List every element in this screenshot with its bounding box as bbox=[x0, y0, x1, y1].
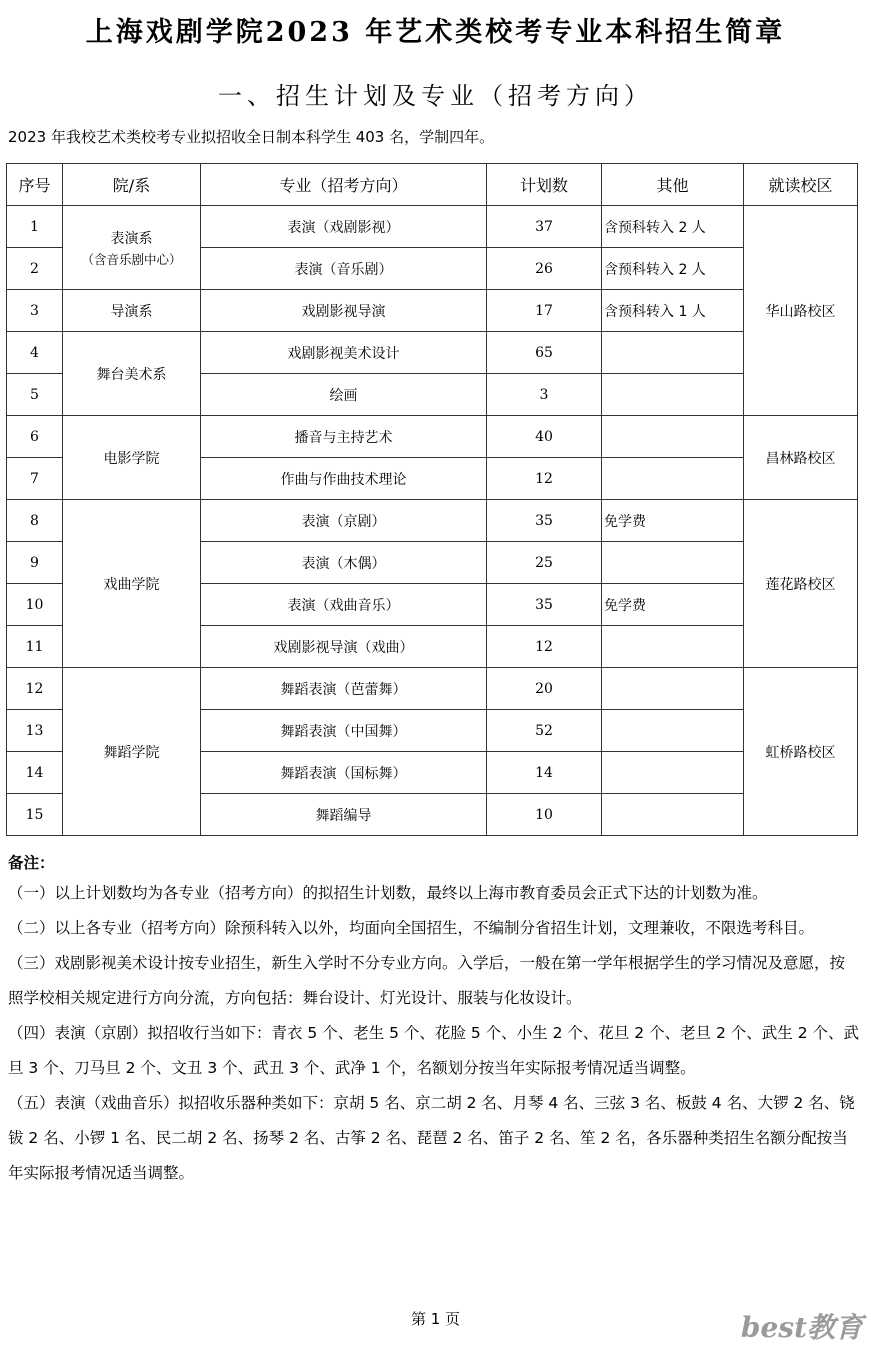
other-cell bbox=[602, 374, 744, 416]
row-no: 9 bbox=[7, 542, 63, 584]
major-cell: 表演（戏剧影视） bbox=[201, 206, 487, 248]
header-campus: 就读校区 bbox=[744, 164, 858, 206]
major-cell: 播音与主持艺术 bbox=[201, 416, 487, 458]
plan-cell: 3 bbox=[487, 374, 602, 416]
row-no: 11 bbox=[7, 626, 63, 668]
department-name: 表演系 bbox=[110, 230, 153, 247]
plan-cell: 14 bbox=[487, 752, 602, 794]
header-department: 院/系 bbox=[63, 164, 201, 206]
plan-cell: 37 bbox=[487, 206, 602, 248]
other-cell bbox=[602, 668, 744, 710]
table-row bbox=[7, 206, 858, 248]
row-no: 3 bbox=[7, 290, 63, 332]
page-number: 第 1 页 bbox=[410, 1310, 461, 1328]
note-item: （五）表演（戏曲音乐）拟招收乐器种类如下：京胡 5 名、京二胡 2 名、月琴 4 名、三弦 3 名、板鼓 4 名、大锣 2 名、铙钹 2 名、小锣 1 名、民二胡 2 名、扬琴 2 名、古筝 2 名、琵琶 2 名、笛子 2 名、笙 2 名，各乐器种类招生名额分配按当年实际报考情况适当调整。 bbox=[8, 1094, 855, 1182]
other-cell: 免学费 bbox=[602, 500, 744, 542]
row-no: 8 bbox=[7, 500, 63, 542]
row-no: 4 bbox=[7, 332, 63, 374]
note-item: （四）表演（京剧）拟招收行当如下：青衣 5 个、老生 5 个、花脸 5 个、小生 2 个、花旦 2 个、老旦 2 个、武生 2 个、武旦 3 个、刀马旦 2 个、文丑 3 个、武丑 3 个、武净 1 个，名额划分按当年实际报考情况适当调整。 bbox=[8, 1024, 860, 1077]
other-cell: 免学费 bbox=[602, 584, 744, 626]
major-cell: 戏剧影视导演 bbox=[201, 290, 487, 332]
major-cell: 表演（京剧） bbox=[201, 500, 487, 542]
other-cell bbox=[602, 458, 744, 500]
plan-cell: 35 bbox=[487, 500, 602, 542]
other-cell bbox=[602, 542, 744, 584]
note-item: （二）以上各专业（招考方向）除预科转入以外，均面向全国招生，不编制分省招生计划，文理兼收，不限选考科目。 bbox=[8, 919, 815, 937]
department-cell: 舞台美术系 bbox=[63, 332, 201, 416]
enrollment-plan-table bbox=[6, 163, 858, 836]
plan-cell: 26 bbox=[487, 248, 602, 290]
other-cell bbox=[602, 416, 744, 458]
notes-heading: 备注： bbox=[8, 854, 55, 872]
department-note: （含音乐剧中心） bbox=[81, 251, 182, 267]
header-major: 专业（招考方向） bbox=[201, 164, 487, 206]
major-cell: 舞蹈表演（芭蕾舞） bbox=[201, 668, 487, 710]
row-no: 12 bbox=[7, 668, 63, 710]
row-no: 6 bbox=[7, 416, 63, 458]
major-cell: 表演（音乐剧） bbox=[201, 248, 487, 290]
department-cell: 戏曲学院 bbox=[63, 500, 201, 668]
plan-cell: 12 bbox=[487, 626, 602, 668]
campus-cell: 莲花路校区 bbox=[744, 500, 858, 668]
row-no: 10 bbox=[7, 584, 63, 626]
major-cell: 表演（木偶） bbox=[201, 542, 487, 584]
table-header-row bbox=[7, 164, 858, 206]
header-other: 其他 bbox=[602, 164, 744, 206]
other-cell bbox=[602, 626, 744, 668]
other-cell bbox=[602, 710, 744, 752]
other-cell bbox=[602, 332, 744, 374]
row-no: 1 bbox=[7, 206, 63, 248]
note-item: （一）以上计划数均为各专业（招考方向）的拟招生计划数，最终以上海市教育委员会正式下达的计划数为准。 bbox=[8, 884, 768, 902]
major-cell: 戏剧影视导演（戏曲） bbox=[201, 626, 487, 668]
campus-cell: 虹桥路校区 bbox=[744, 668, 858, 836]
table-row bbox=[7, 500, 858, 542]
other-cell bbox=[602, 794, 744, 836]
row-no: 7 bbox=[7, 458, 63, 500]
table-row bbox=[7, 290, 858, 332]
row-no: 5 bbox=[7, 374, 63, 416]
major-cell: 表演（戏曲音乐） bbox=[201, 584, 487, 626]
plan-cell: 17 bbox=[487, 290, 602, 332]
department-cell bbox=[63, 206, 201, 290]
plan-cell: 52 bbox=[487, 710, 602, 752]
note-item: （三）戏剧影视美术设计按专业招生，新生入学时不分专业方向。入学后，一般在第一学年根据学生的学习情况及意愿，按照学校相关规定进行方向分流，方向包括：舞台设计、灯光设计、服装与化妆设计。 bbox=[8, 954, 846, 1007]
plan-cell: 65 bbox=[487, 332, 602, 374]
plan-cell: 12 bbox=[487, 458, 602, 500]
campus-cell: 昌林路校区 bbox=[744, 416, 858, 500]
plan-cell: 10 bbox=[487, 794, 602, 836]
plan-cell: 40 bbox=[487, 416, 602, 458]
intro-text: 2023 年我校艺术类校考专业拟招收全日制本科学生 403 名，学制四年。 bbox=[8, 128, 495, 146]
table-row bbox=[7, 332, 858, 374]
other-cell: 含预科转入 1 人 bbox=[602, 290, 744, 332]
department-cell: 导演系 bbox=[63, 290, 201, 332]
notes-section bbox=[8, 850, 860, 1191]
table-row bbox=[7, 416, 858, 458]
header-no: 序号 bbox=[7, 164, 63, 206]
major-cell: 作曲与作曲技术理论 bbox=[201, 458, 487, 500]
major-cell: 绘画 bbox=[201, 374, 487, 416]
row-no: 2 bbox=[7, 248, 63, 290]
department-cell: 舞蹈学院 bbox=[63, 668, 201, 836]
table-row bbox=[7, 668, 858, 710]
row-no: 15 bbox=[7, 794, 63, 836]
row-no: 13 bbox=[7, 710, 63, 752]
watermark-logo: best教育 bbox=[740, 1311, 863, 1344]
campus-cell: 华山路校区 bbox=[744, 206, 858, 416]
department-cell: 电影学院 bbox=[63, 416, 201, 500]
other-cell: 含预科转入 2 人 bbox=[602, 206, 744, 248]
other-cell: 含预科转入 2 人 bbox=[602, 248, 744, 290]
row-no: 14 bbox=[7, 752, 63, 794]
major-cell: 戏剧影视美术设计 bbox=[201, 332, 487, 374]
plan-cell: 25 bbox=[487, 542, 602, 584]
header-plan: 计划数 bbox=[487, 164, 602, 206]
plan-cell: 35 bbox=[487, 584, 602, 626]
major-cell: 舞蹈表演（国标舞） bbox=[201, 752, 487, 794]
plan-cell: 20 bbox=[487, 668, 602, 710]
section-title: 一、招生计划及专业（招考方向） bbox=[218, 82, 653, 110]
other-cell bbox=[602, 752, 744, 794]
document-title: 上海戏剧学院2023 年艺术类校考专业本科招生简章 bbox=[85, 17, 786, 48]
major-cell: 舞蹈编导 bbox=[201, 794, 487, 836]
major-cell: 舞蹈表演（中国舞） bbox=[201, 710, 487, 752]
